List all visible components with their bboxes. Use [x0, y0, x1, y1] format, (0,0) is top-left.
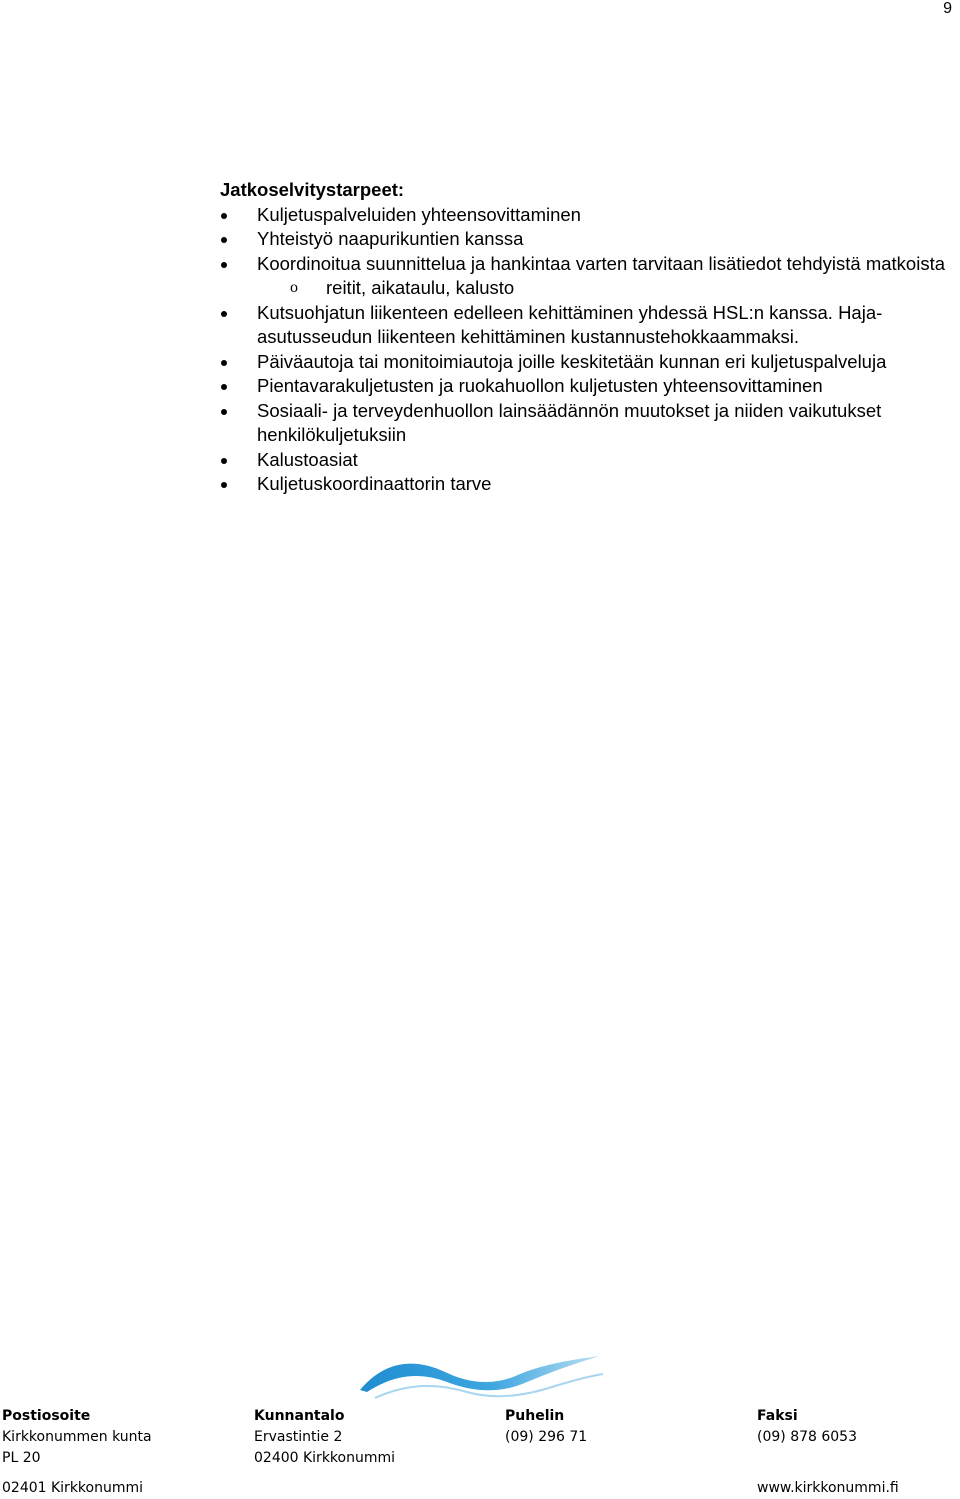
- list-item: Kuljetuskoordinaattorin tarve: [220, 472, 960, 497]
- bullet-icon: [221, 262, 227, 268]
- circle-bullet-icon: o: [290, 279, 298, 296]
- list-item: Kalustoasiat: [220, 448, 960, 473]
- bullet-icon: [221, 213, 227, 219]
- bullet-icon: [221, 482, 227, 488]
- list-item: Kutsuohjatun liikenteen edelleen kehittäminen yhdessä HSL:n kanssa. Haja-asutusseudun liikenteen kehittäminen kustannustehokkaammaksi.: [220, 301, 960, 350]
- list-item: Pientavarakuljetusten ja ruokahuollon kuljetusten yhteensovittaminen: [220, 374, 960, 399]
- bullet-icon: [221, 384, 227, 390]
- bullet-icon: [221, 237, 227, 243]
- list-item: Yhteistyö naapurikuntien kanssa: [220, 227, 960, 252]
- footer-fax: Faksi (09) 878 6053: [757, 1408, 857, 1445]
- document-body: [220, 178, 960, 497]
- list-item: Päiväautoja tai monitoimiautoja joille keskitetään kunnan eri kuljetuspalveluja: [220, 350, 960, 375]
- sub-list-item: o reitit, aikataulu, kalusto: [220, 276, 960, 301]
- footer-postal-address: Postiosoite Kirkkonummen kunta PL 20: [2, 1408, 152, 1466]
- footer-phone: Puhelin (09) 296 71: [505, 1408, 588, 1445]
- bullet-icon: [221, 360, 227, 366]
- bullet-icon: [221, 458, 227, 464]
- bullet-icon: [221, 409, 227, 415]
- list-item: Kuljetuspalveluiden yhteensovittaminen: [220, 203, 960, 228]
- wave-logo-icon: [355, 1352, 605, 1404]
- bullet-icon: [221, 311, 227, 317]
- footer-website-link[interactable]: www.kirkkonummi.fi: [757, 1480, 899, 1496]
- list-item: Koordinoitua suunnittelua ja hankintaa varten tarvitaan lisätiedot tehdyistä matkoista: [220, 252, 960, 277]
- footer-postal-code: 02401 Kirkkonummi: [2, 1480, 144, 1496]
- footer-town-hall: Kunnantalo Ervastintie 2 02400 Kirkkonummi: [254, 1408, 396, 1466]
- list-item: Sosiaali- ja terveydenhuollon lainsäädännön muutokset ja niiden vaikutukset henkilökuljetuksiin: [220, 399, 960, 448]
- page-number: 9: [943, 0, 952, 17]
- section-heading: Jatkoselvitystarpeet:: [220, 179, 405, 200]
